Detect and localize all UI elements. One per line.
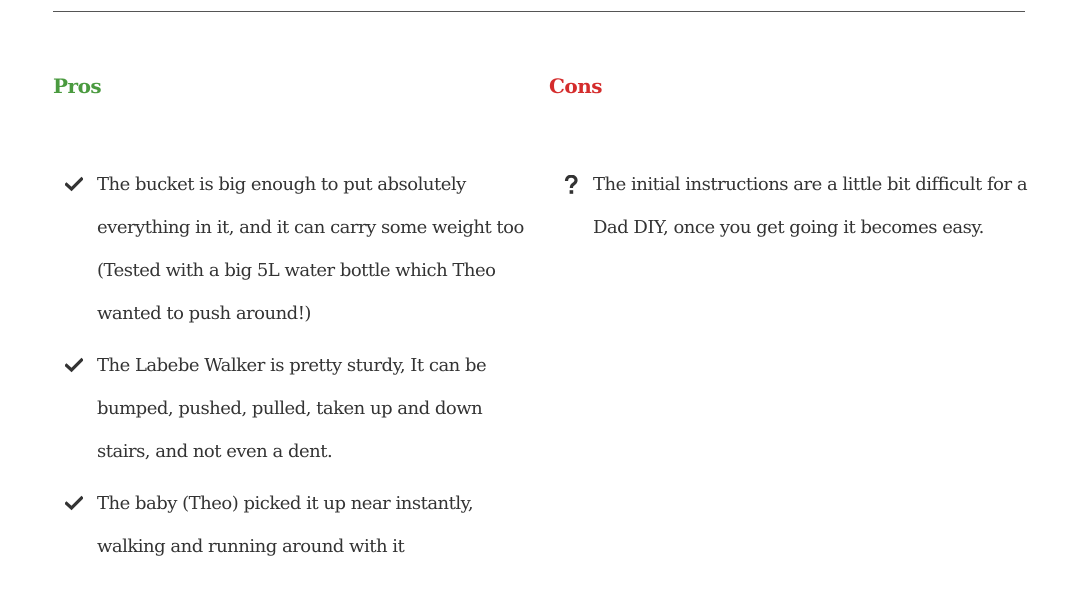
section-divider <box>53 11 1025 12</box>
question-mark-icon <box>564 175 584 193</box>
check-icon <box>65 495 85 513</box>
pros-list-item <box>53 163 537 335</box>
check-icon <box>65 357 85 375</box>
pros-item-text: The baby (Theo) picked it up near instantly, walking and running around with it <box>97 493 474 557</box>
cons-heading: Cons <box>549 74 603 98</box>
pros-item-text: The Labebe Walker is pretty sturdy, It can be bumped, pushed, pulled, taken up and down stairs, and not even a dent. <box>97 355 487 462</box>
cons-list <box>549 163 1033 258</box>
pros-list <box>53 163 537 577</box>
cons-list-item <box>549 163 1033 249</box>
pros-list-item <box>53 482 537 568</box>
check-icon <box>65 176 85 194</box>
pros-list-item <box>53 344 537 473</box>
pros-heading: Pros <box>53 74 102 98</box>
pros-item-text: The bucket is big enough to put absolutely everything in it, and it can carry some weight too (Tested with a big 5L water bottle which Theo wanted to push around!) <box>97 174 524 324</box>
cons-item-text: The initial instructions are a little bit difficult for a Dad DIY, once you get going it becomes easy. <box>593 174 1028 238</box>
